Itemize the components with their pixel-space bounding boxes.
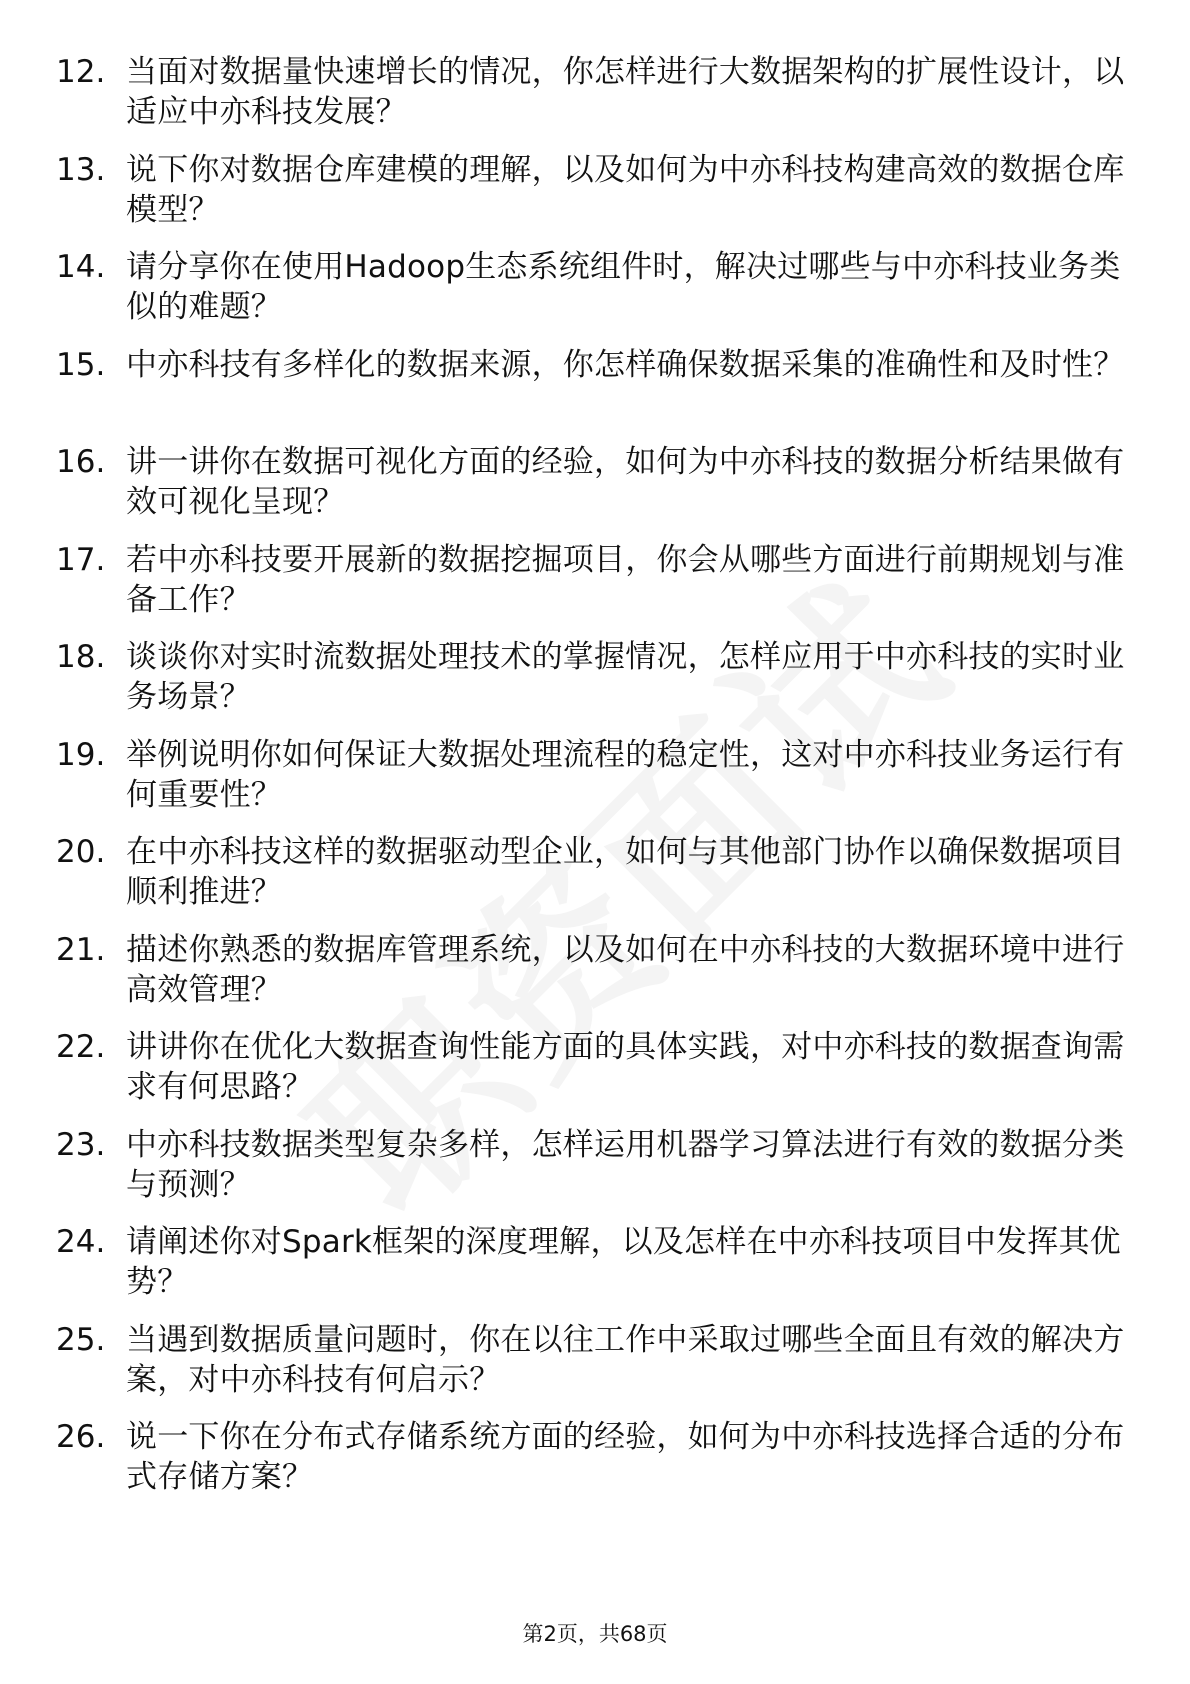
- question-number: 16.: [56, 444, 106, 480]
- question-item: [0, 1417, 1190, 1515]
- page-footer: 第2页，共68页: [522, 1622, 668, 1646]
- question-number: 18.: [56, 639, 106, 675]
- question-text: 若中亦科技要开展新的数据挖掘项目，你会从哪些方面进行前期规划与准备工作？: [126, 541, 1125, 618]
- question-item: [0, 442, 1190, 540]
- question-item: [0, 540, 1190, 638]
- question-text: 说下你对数据仓库建模的理解，以及如何为中亦科技构建高效的数据仓库模型？: [126, 151, 1125, 228]
- question-text: 说一下你在分布式存储系统方面的经验，如何为中亦科技选择合适的分布式存储方案？: [126, 1419, 1125, 1495]
- question-number: 12.: [56, 54, 106, 90]
- question-number: 19.: [56, 736, 106, 773]
- question-number: 25.: [56, 1321, 106, 1358]
- question-number: 20.: [56, 834, 106, 870]
- question-text: 中亦科技数据类型复杂多样，怎样运用机器学习算法进行有效的数据分类与预测？: [126, 1126, 1125, 1203]
- question-number: 13.: [56, 151, 106, 188]
- question-text: 讲讲你在优化大数据查询性能方面的具体实践，对中亦科技的数据查询需求有何思路？: [126, 1029, 1125, 1105]
- question-item: [0, 150, 1190, 248]
- question-item: [0, 637, 1190, 735]
- question-number: 24.: [56, 1224, 106, 1260]
- question-text: 请阐述你对Spark框架的深度理解，以及怎样在中亦科技项目中发挥其优势？: [126, 1224, 1121, 1300]
- question-number: 21.: [56, 931, 106, 968]
- question-number: 22.: [56, 1029, 106, 1065]
- question-item: [0, 1222, 1190, 1320]
- question-text: 请分享你在使用Hadoop生态系统组件时，解决过哪些与中亦科技业务类似的难题？: [126, 249, 1121, 325]
- question-item: [0, 1320, 1190, 1418]
- question-item: [0, 247, 1190, 345]
- question-item: [0, 930, 1190, 1028]
- question-text: 中亦科技有多样化的数据来源，你怎样确保数据采集的准确性和及时性？: [126, 346, 1125, 383]
- question-text: 举例说明你如何保证大数据处理流程的稳定性，这对中亦科技业务运行有何重要性？: [126, 736, 1125, 813]
- question-text: 描述你熟悉的数据库管理系统，以及如何在中亦科技的大数据环境中进行高效管理？: [126, 931, 1125, 1008]
- question-text: 当面对数据量快速增长的情况，你怎样进行大数据架构的扩展性设计，以适应中亦科技发展？: [126, 54, 1125, 130]
- question-number: 23.: [56, 1126, 106, 1163]
- question-item: [0, 345, 1190, 443]
- question-number: 17.: [56, 541, 106, 578]
- question-item: [0, 832, 1190, 930]
- question-number: 15.: [56, 346, 106, 383]
- question-item: [0, 52, 1190, 150]
- question-text: 讲一讲你在数据可视化方面的经验，如何为中亦科技的数据分析结果做有效可视化呈现？: [126, 444, 1125, 520]
- question-text: 当遇到数据质量问题时，你在以往工作中采取过哪些全面且有效的解决方案，对中亦科技有何启示？: [126, 1321, 1125, 1398]
- question-list: [0, 52, 1190, 1515]
- question-text: 谈谈你对实时流数据处理技术的掌握情况，怎样应用于中亦科技的实时业务场景？: [126, 639, 1125, 715]
- question-number: 26.: [56, 1419, 106, 1455]
- question-item: [0, 1125, 1190, 1223]
- question-item: [0, 1027, 1190, 1125]
- question-text: 在中亦科技这样的数据驱动型企业，如何与其他部门协作以确保数据项目顺利推进？: [126, 834, 1125, 910]
- question-item: [0, 735, 1190, 833]
- question-number: 14.: [56, 249, 106, 285]
